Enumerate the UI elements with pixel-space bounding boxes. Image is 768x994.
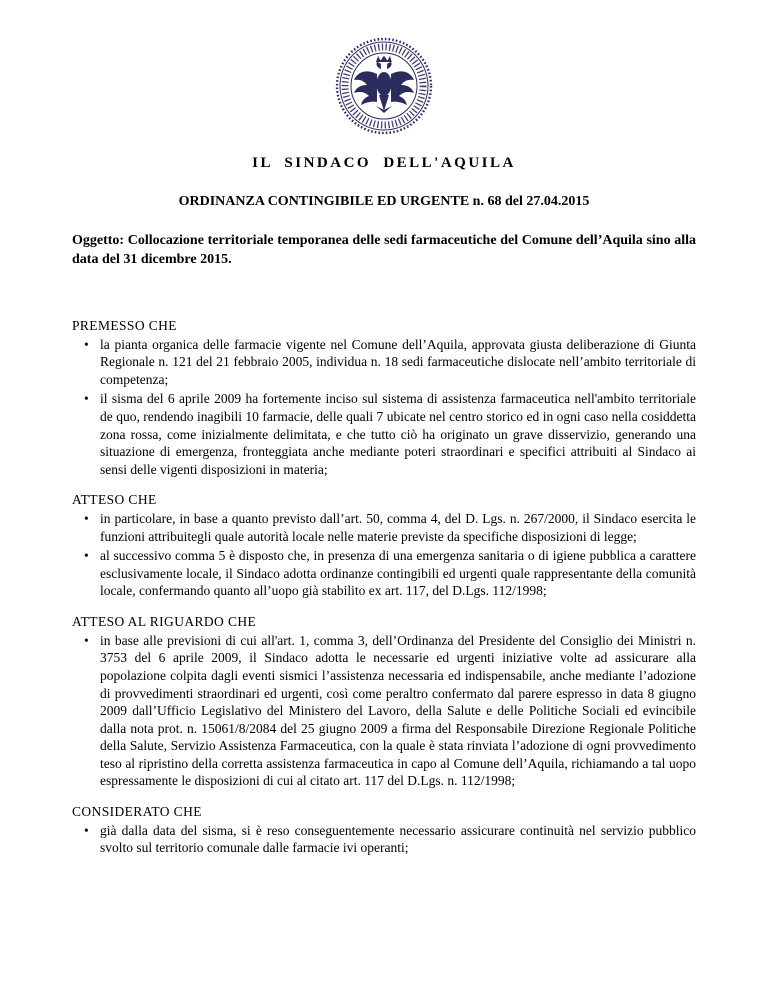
ordinance-heading: ORDINANZA CONTINGIBILE ED URGENTE n. 68 del 27.04.2015 (178, 194, 590, 209)
section-heading: ATTESO AL RIGUARDO CHE (72, 613, 257, 629)
section-premesso-che (72, 318, 696, 478)
subject-paragraph: Oggetto: Collocazione territoriale temporanea delle sedi farmaceutiche del Comune dell’Aquila sino alla data del 31 dicembre 2015. (72, 233, 696, 267)
section-atteso-che (72, 492, 696, 600)
section-considerato-che (72, 804, 696, 857)
bullet-item: • in particolare, in base a quanto previsto dall’art. 50, comma 4, del D. Lgs. n. 267/2000, il Sindaco esercita le funzioni attribuitegli quale autorità locale nelle materie previste da specifiche disposizioni di legge; (72, 510, 696, 545)
bullet-item: • al successivo comma 5 è disposto che, in presenza di una emergenza sanitaria o di igiene pubblica a carattere esclusivamente locale, il Sindaco adotta ordinanze contingibili ed urgenti quale rappresentante della comunità locale, confermando quanto all’uopo già stabilito ex art. 117, del D.Lgs. 112/1998; (72, 547, 696, 600)
bullet-list (72, 822, 696, 857)
section-heading: CONSIDERATO CHE (72, 803, 202, 819)
section-heading: PREMESSO CHE (72, 317, 177, 333)
bullet-item: • la pianta organica delle farmacie vigente nel Comune dell’Aquila, approvata giusta deliberazione di Giunta Regionale n. 121 del 21 febbraio 2005, individua n. 18 sedi farmaceutiche dislocate nell’ambito territoriale di competenza; (72, 336, 696, 389)
city-seal-icon (334, 36, 434, 136)
bullet-item: • in base alle previsioni di cui all'art. 1, comma 3, dell’Ordinanza del Presidente del Consiglio dei Ministri n. 3753 del 6 aprile 2009, il Sindaco adotta le necessarie ed urgenti iniziative volte ad assicurare alla popolazione colpita dagli eventi sismici l’assistenza necessaria ed indispensabile, anche mediante l’adozione di provvedimenti straordinari ed urgenti, così come peraltro confermato dal parere espresso in data 8 giugno 2009 dall’Ufficio Legislativo del Ministero del Lavoro, della Salute e delle Politiche Sociali ed evincibile dalla nota prot. n. 15061/8/2084 del 25 giugno 2009 a firma del Responsabile Direzione Regionale Politiche della Salute, Servizio Assistenza Farmaceutica, con la quale è stata rinviata l’adozione di ogni provvedimento teso al ripristino della corretta assistenza farmaceutica in capo al Comune dell’Aquila, richiamando a tal uopo espressamente le disposizioni di cui al citato art. 117 del D.Lgs. n. 112/1998; (72, 632, 696, 790)
bullet-item: • il sisma del 6 aprile 2009 ha fortemente inciso sul sistema di assistenza farmaceutica nell'ambito territoriale de quo, rendendo inagibili 10 farmacie, delle quali 7 ubicate nel centro storico ed in ogni caso nella cosiddetta zona rossa, come inizialmente delimitata, e che tutto ciò ha originato un grave disservizio, generando una situazione di emergenza, fronteggiata anche mediante poteri straordinari e specifici attribuiti al Sindaco ai sensi delle vigenti disposizioni in materia; (72, 390, 696, 478)
section-atteso-al-riguardo-che (72, 614, 696, 790)
bullet-list (72, 632, 696, 790)
bullet-item: • già dalla data del sisma, si è reso conseguentemente necessario assicurare continuità nel servizio pubblico svolto sul territorio comunale dalle farmacie ivi operanti; (72, 822, 696, 857)
bullet-list (72, 510, 696, 600)
city-seal (72, 36, 696, 141)
bullet-list (72, 336, 696, 478)
section-heading: ATTESO CHE (72, 492, 157, 508)
double-headed-eagle-icon (354, 56, 414, 113)
document-title: IL SINDACO DELL'AQUILA (252, 155, 516, 171)
spacer (72, 300, 696, 318)
